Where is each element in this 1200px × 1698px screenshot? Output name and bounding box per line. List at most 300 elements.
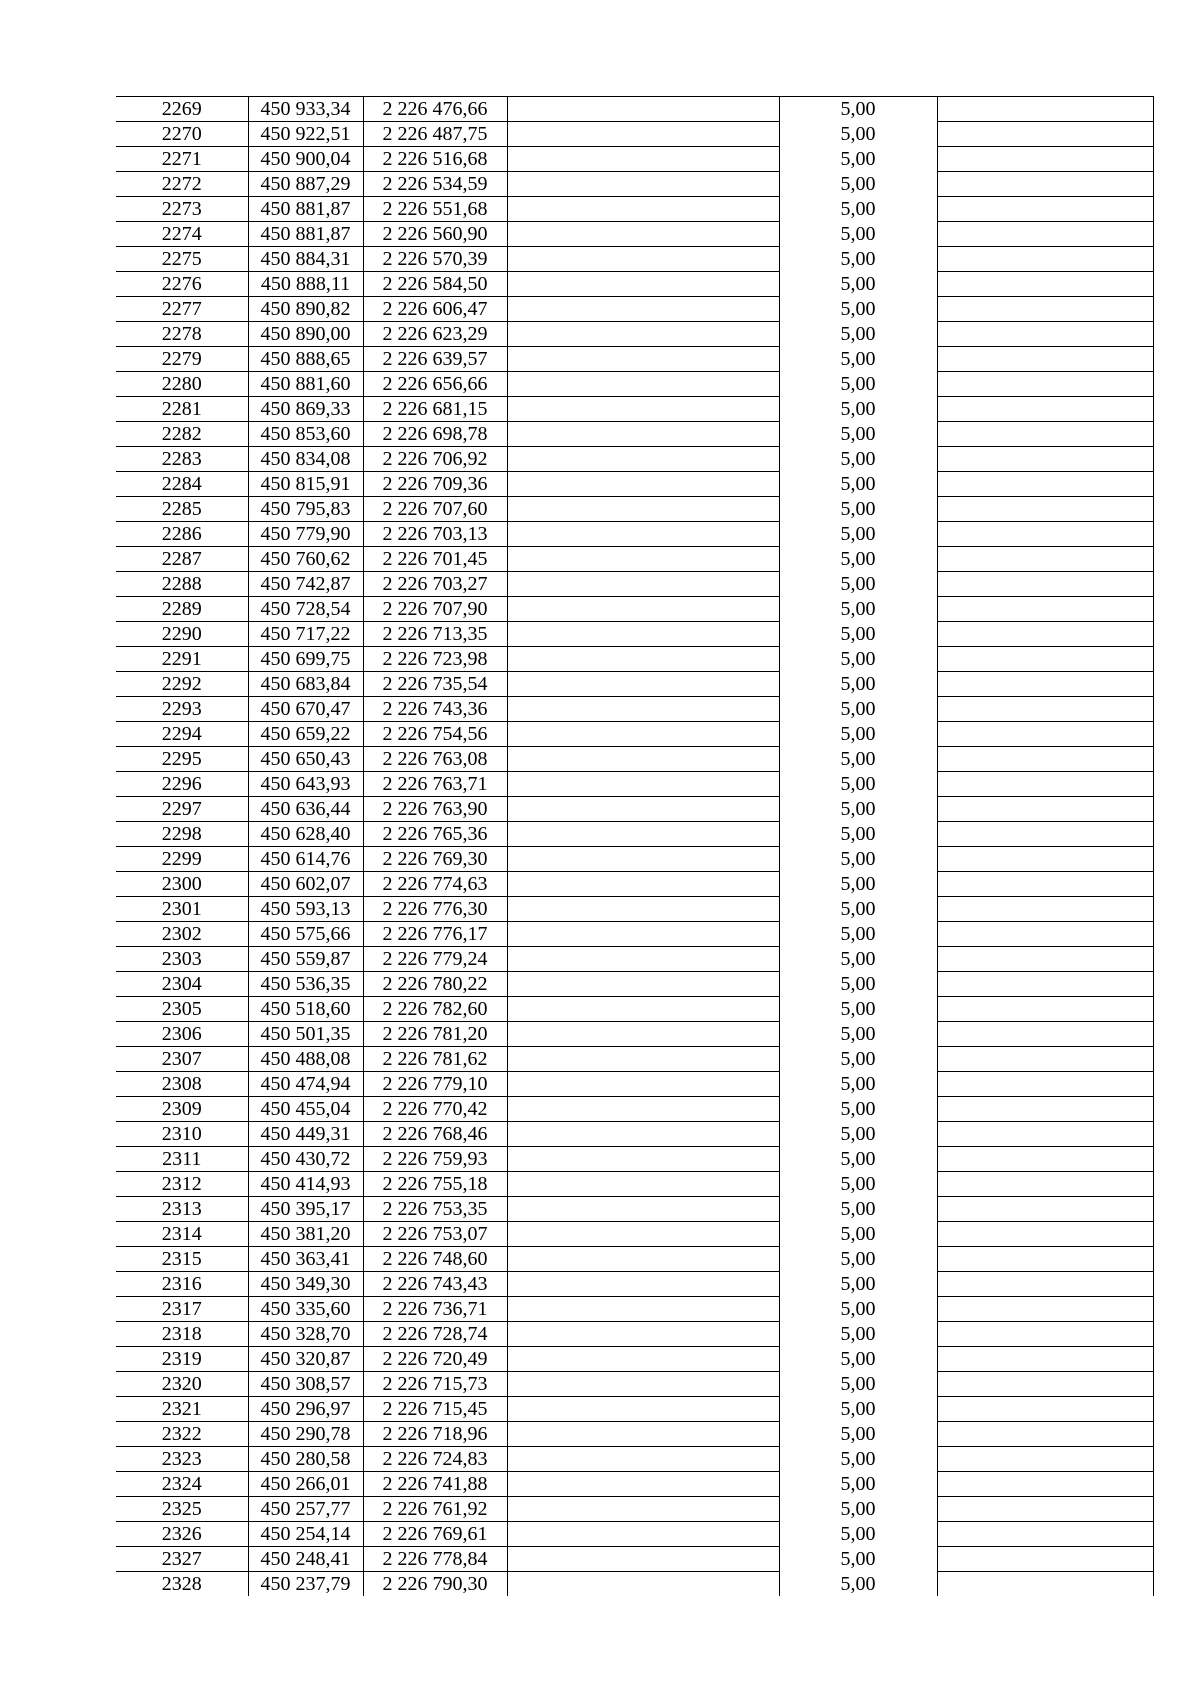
x-coordinate-cell: 450 643,93 — [248, 772, 363, 797]
y-coordinate-cell: 2 226 703,27 — [363, 572, 507, 597]
empty-cell — [937, 622, 1153, 647]
x-coordinate-cell: 450 414,93 — [248, 1172, 363, 1197]
coordinates-table — [116, 96, 1154, 1596]
value-cell: 5,00 — [840, 273, 876, 295]
y-coordinate-cell: 2 226 707,90 — [363, 597, 507, 622]
empty-cell — [937, 697, 1153, 722]
y-coordinate-cell: 2 226 763,08 — [363, 747, 507, 772]
value-cell: 5,00 — [840, 598, 876, 620]
x-coordinate-cell: 450 760,62 — [248, 547, 363, 572]
point-number-cell: 2275 — [116, 247, 248, 272]
y-coordinate-cell: 2 226 534,59 — [363, 172, 507, 197]
empty-cell — [507, 1422, 779, 1447]
point-number-cell: 2290 — [116, 622, 248, 647]
value-cell: 5,00 — [840, 1123, 876, 1145]
x-coordinate-cell: 450 853,60 — [248, 422, 363, 447]
empty-cell — [507, 822, 779, 847]
empty-cell — [507, 772, 779, 797]
y-coordinate-cell: 2 226 780,22 — [363, 972, 507, 997]
table-row — [116, 97, 1153, 122]
empty-cell — [937, 572, 1153, 597]
value-cell: 5,00 — [840, 1148, 876, 1170]
table-row — [116, 122, 1153, 147]
empty-cell — [937, 1072, 1153, 1097]
value-cell: 5,00 — [840, 198, 876, 220]
table-row — [116, 872, 1153, 897]
empty-cell — [507, 972, 779, 997]
empty-cell — [507, 222, 779, 247]
y-coordinate-cell: 2 226 782,60 — [363, 997, 507, 1022]
y-coordinate-cell: 2 226 768,46 — [363, 1122, 507, 1147]
empty-cell — [937, 847, 1153, 872]
y-coordinate-cell: 2 226 728,74 — [363, 1322, 507, 1347]
empty-cell — [937, 1222, 1153, 1247]
value-cell: 5,00 — [840, 1523, 876, 1545]
empty-cell — [507, 1047, 779, 1072]
point-number-cell: 2270 — [116, 122, 248, 147]
x-coordinate-cell: 450 335,60 — [248, 1297, 363, 1322]
empty-cell — [507, 1272, 779, 1297]
table-row — [116, 672, 1153, 697]
table-row — [116, 1497, 1153, 1522]
table-row — [116, 822, 1153, 847]
empty-cell — [507, 897, 779, 922]
table-row — [116, 1222, 1153, 1247]
value-cell: 5,00 — [840, 423, 876, 445]
empty-cell — [507, 397, 779, 422]
table-row — [116, 497, 1153, 522]
table-row — [116, 197, 1153, 222]
point-number-cell: 2315 — [116, 1247, 248, 1272]
y-coordinate-cell: 2 226 769,30 — [363, 847, 507, 872]
x-coordinate-cell: 450 815,91 — [248, 472, 363, 497]
value-cell: 5,00 — [840, 1073, 876, 1095]
x-coordinate-cell: 450 430,72 — [248, 1147, 363, 1172]
y-coordinate-cell: 2 226 790,30 — [363, 1572, 507, 1597]
empty-cell — [937, 1147, 1153, 1172]
table-row — [116, 722, 1153, 747]
empty-cell — [507, 1322, 779, 1347]
table-row — [116, 647, 1153, 672]
point-number-cell: 2318 — [116, 1322, 248, 1347]
y-coordinate-cell: 2 226 770,42 — [363, 1097, 507, 1122]
point-number-cell: 2274 — [116, 222, 248, 247]
table-row — [116, 1347, 1153, 1372]
x-coordinate-cell: 450 381,20 — [248, 1222, 363, 1247]
table-row — [116, 1147, 1153, 1172]
empty-cell — [937, 1472, 1153, 1497]
empty-cell — [507, 1122, 779, 1147]
y-coordinate-cell: 2 226 706,92 — [363, 447, 507, 472]
table-row — [116, 797, 1153, 822]
table-row — [116, 1372, 1153, 1397]
point-number-cell: 2306 — [116, 1022, 248, 1047]
empty-cell — [507, 872, 779, 897]
empty-cell — [937, 547, 1153, 572]
table-row — [116, 1072, 1153, 1097]
empty-cell — [937, 772, 1153, 797]
value-cell: 5,00 — [840, 998, 876, 1020]
table-row — [116, 147, 1153, 172]
y-coordinate-cell: 2 226 723,98 — [363, 647, 507, 672]
value-cell: 5,00 — [840, 1323, 876, 1345]
empty-cell — [507, 172, 779, 197]
empty-cell — [937, 1447, 1153, 1472]
x-coordinate-cell: 450 559,87 — [248, 947, 363, 972]
point-number-cell: 2284 — [116, 472, 248, 497]
value-cell: 5,00 — [840, 1223, 876, 1245]
value-cell: 5,00 — [840, 648, 876, 670]
y-coordinate-cell: 2 226 560,90 — [363, 222, 507, 247]
empty-cell — [937, 1497, 1153, 1522]
table-row — [116, 372, 1153, 397]
empty-cell — [937, 297, 1153, 322]
x-coordinate-cell: 450 254,14 — [248, 1522, 363, 1547]
table-row — [116, 1322, 1153, 1347]
table-row — [116, 847, 1153, 872]
empty-cell — [507, 447, 779, 472]
empty-cell — [507, 472, 779, 497]
table-row — [116, 597, 1153, 622]
table-row — [116, 1272, 1153, 1297]
point-number-cell: 2300 — [116, 872, 248, 897]
value-cell: 5,00 — [840, 873, 876, 895]
x-coordinate-cell: 450 501,35 — [248, 1022, 363, 1047]
y-coordinate-cell: 2 226 743,36 — [363, 697, 507, 722]
x-coordinate-cell: 450 290,78 — [248, 1422, 363, 1447]
table-row — [116, 547, 1153, 572]
value-cell: 5,00 — [840, 773, 876, 795]
empty-cell — [937, 522, 1153, 547]
empty-cell — [937, 1422, 1153, 1447]
empty-cell — [937, 1122, 1153, 1147]
y-coordinate-cell: 2 226 778,84 — [363, 1547, 507, 1572]
point-number-cell: 2287 — [116, 547, 248, 572]
point-number-cell: 2271 — [116, 147, 248, 172]
point-number-cell: 2321 — [116, 1397, 248, 1422]
value-cell: 5,00 — [840, 348, 876, 370]
x-coordinate-cell: 450 536,35 — [248, 972, 363, 997]
value-cell: 5,00 — [840, 898, 876, 920]
table-row — [116, 1522, 1153, 1547]
empty-cell — [937, 947, 1153, 972]
value-cell: 5,00 — [840, 1248, 876, 1270]
x-coordinate-cell: 450 248,41 — [248, 1547, 363, 1572]
y-coordinate-cell: 2 226 709,36 — [363, 472, 507, 497]
table-row — [116, 297, 1153, 322]
table-row — [116, 472, 1153, 497]
x-coordinate-cell: 450 881,60 — [248, 372, 363, 397]
value-cell: 5,00 — [840, 798, 876, 820]
value-cell: 5,00 — [840, 1198, 876, 1220]
empty-cell — [937, 1522, 1153, 1547]
point-number-cell: 2322 — [116, 1422, 248, 1447]
value-cell: 5,00 — [840, 1373, 876, 1395]
point-number-cell: 2289 — [116, 597, 248, 622]
y-coordinate-cell: 2 226 584,50 — [363, 272, 507, 297]
empty-cell — [507, 147, 779, 172]
x-coordinate-cell: 450 628,40 — [248, 822, 363, 847]
value-cell: 5,00 — [840, 523, 876, 545]
y-coordinate-cell: 2 226 763,71 — [363, 772, 507, 797]
value-cell: 5,00 — [840, 398, 876, 420]
empty-cell — [937, 197, 1153, 222]
value-cell: 5,00 — [840, 1498, 876, 1520]
x-coordinate-cell: 450 888,11 — [248, 272, 363, 297]
x-coordinate-cell: 450 659,22 — [248, 722, 363, 747]
point-number-cell: 2305 — [116, 997, 248, 1022]
table-row — [116, 522, 1153, 547]
value-cell: 5,00 — [840, 1398, 876, 1420]
point-number-cell: 2303 — [116, 947, 248, 972]
point-number-cell: 2301 — [116, 897, 248, 922]
point-number-cell: 2269 — [116, 97, 248, 122]
x-coordinate-cell: 450 237,79 — [248, 1572, 363, 1597]
y-coordinate-cell: 2 226 748,60 — [363, 1247, 507, 1272]
value-cell: 5,00 — [840, 923, 876, 945]
y-coordinate-cell: 2 226 698,78 — [363, 422, 507, 447]
x-coordinate-cell: 450 900,04 — [248, 147, 363, 172]
value-cell: 5,00 — [840, 623, 876, 645]
x-coordinate-cell: 450 699,75 — [248, 647, 363, 672]
point-number-cell: 2295 — [116, 747, 248, 772]
empty-cell — [507, 1372, 779, 1397]
value-cell: 5,00 — [840, 148, 876, 170]
value-cell: 5,00 — [840, 323, 876, 345]
table-row — [116, 397, 1153, 422]
empty-cell — [507, 347, 779, 372]
value-cell: 5,00 — [840, 1173, 876, 1195]
x-coordinate-cell: 450 636,44 — [248, 797, 363, 822]
y-coordinate-cell: 2 226 774,63 — [363, 872, 507, 897]
empty-cell — [937, 497, 1153, 522]
point-number-cell: 2292 — [116, 672, 248, 697]
x-coordinate-cell: 450 890,00 — [248, 322, 363, 347]
empty-cell — [937, 372, 1153, 397]
value-cell: 5,00 — [840, 123, 876, 145]
table-row — [116, 1447, 1153, 1472]
empty-cell — [507, 622, 779, 647]
y-coordinate-cell: 2 226 476,66 — [363, 97, 507, 122]
table-row — [116, 172, 1153, 197]
empty-cell — [937, 1547, 1153, 1572]
empty-cell — [507, 1072, 779, 1097]
x-coordinate-cell: 450 257,77 — [248, 1497, 363, 1522]
table-row — [116, 1472, 1153, 1497]
value-cell: 5,00 — [840, 673, 876, 695]
empty-cell — [937, 422, 1153, 447]
y-coordinate-cell: 2 226 724,83 — [363, 1447, 507, 1472]
empty-cell — [937, 147, 1153, 172]
empty-cell — [937, 972, 1153, 997]
point-number-cell: 2308 — [116, 1072, 248, 1097]
y-coordinate-cell: 2 226 755,18 — [363, 1172, 507, 1197]
table-row — [116, 922, 1153, 947]
value-cell: 5,00 — [840, 723, 876, 745]
point-number-cell: 2312 — [116, 1172, 248, 1197]
point-number-cell: 2296 — [116, 772, 248, 797]
table-row — [116, 1172, 1153, 1197]
point-number-cell: 2294 — [116, 722, 248, 747]
y-coordinate-cell: 2 226 779,10 — [363, 1072, 507, 1097]
point-number-cell: 2309 — [116, 1097, 248, 1122]
y-coordinate-cell: 2 226 656,66 — [363, 372, 507, 397]
y-coordinate-cell: 2 226 761,92 — [363, 1497, 507, 1522]
x-coordinate-cell: 450 728,54 — [248, 597, 363, 622]
table-row — [116, 1097, 1153, 1122]
point-number-cell: 2307 — [116, 1047, 248, 1072]
table-row — [116, 747, 1153, 772]
y-coordinate-cell: 2 226 769,61 — [363, 1522, 507, 1547]
y-coordinate-cell: 2 226 781,62 — [363, 1047, 507, 1072]
empty-cell — [507, 1397, 779, 1422]
value-cell: 5,00 — [840, 498, 876, 520]
x-coordinate-cell: 450 308,57 — [248, 1372, 363, 1397]
empty-cell — [937, 397, 1153, 422]
point-number-cell: 2311 — [116, 1147, 248, 1172]
x-coordinate-cell: 450 922,51 — [248, 122, 363, 147]
point-number-cell: 2285 — [116, 497, 248, 522]
value-cell: 5,00 — [779, 97, 937, 122]
point-number-cell: 2319 — [116, 1347, 248, 1372]
point-number-cell: 2279 — [116, 347, 248, 372]
table-row — [116, 222, 1153, 247]
y-coordinate-cell: 2 226 735,54 — [363, 672, 507, 697]
value-cell: 5,00 — [840, 1273, 876, 1295]
table-row — [116, 1122, 1153, 1147]
table-row — [116, 1047, 1153, 1072]
empty-cell — [507, 1022, 779, 1047]
x-coordinate-cell: 450 869,33 — [248, 397, 363, 422]
table-row — [116, 622, 1153, 647]
point-number-cell: 2325 — [116, 1497, 248, 1522]
x-coordinate-cell: 450 683,84 — [248, 672, 363, 697]
point-number-cell: 2323 — [116, 1447, 248, 1472]
empty-cell — [937, 1097, 1153, 1122]
y-coordinate-cell: 2 226 776,17 — [363, 922, 507, 947]
point-number-cell: 2317 — [116, 1297, 248, 1322]
value-cell: 5,00 — [840, 1048, 876, 1070]
empty-cell — [507, 1522, 779, 1547]
x-coordinate-cell: 450 455,04 — [248, 1097, 363, 1122]
point-number-cell: 2328 — [161, 1573, 202, 1595]
y-coordinate-cell: 2 226 763,90 — [363, 797, 507, 822]
value-cell: 5,00 — [840, 698, 876, 720]
table-row — [116, 322, 1153, 347]
point-number-cell: 2277 — [116, 297, 248, 322]
x-coordinate-cell: 450 881,87 — [248, 197, 363, 222]
table-row — [116, 947, 1153, 972]
table-row — [116, 1247, 1153, 1272]
empty-cell — [507, 922, 779, 947]
point-number-cell: 2273 — [116, 197, 248, 222]
empty-cell — [507, 672, 779, 697]
y-coordinate-cell: 2 226 701,45 — [363, 547, 507, 572]
point-number-cell: 2299 — [116, 847, 248, 872]
y-coordinate-cell: 2 226 551,68 — [363, 197, 507, 222]
empty-cell — [507, 322, 779, 347]
table-row — [116, 272, 1153, 297]
empty-cell — [507, 1497, 779, 1522]
x-coordinate-cell: 450 884,31 — [248, 247, 363, 272]
value-cell: 5,00 — [840, 1473, 876, 1495]
point-number-cell: 2288 — [116, 572, 248, 597]
empty-cell — [937, 722, 1153, 747]
y-coordinate-cell: 2 226 776,30 — [363, 897, 507, 922]
point-number-cell: 2320 — [116, 1372, 248, 1397]
point-number-cell: 2282 — [116, 422, 248, 447]
value-cell: 5,00 — [840, 1448, 876, 1470]
value-cell: 5,00 — [840, 373, 876, 395]
value-cell: 5,00 — [840, 948, 876, 970]
empty-cell — [937, 997, 1153, 1022]
x-coordinate-cell: 450 834,08 — [248, 447, 363, 472]
empty-cell — [937, 447, 1153, 472]
point-number-cell: 2272 — [116, 172, 248, 197]
empty-cell — [507, 197, 779, 222]
point-number-cell: 2324 — [116, 1472, 248, 1497]
empty-cell — [507, 247, 779, 272]
y-coordinate-cell: 2 226 713,35 — [363, 622, 507, 647]
empty-cell — [937, 897, 1153, 922]
y-coordinate-cell: 2 226 718,96 — [363, 1422, 507, 1447]
point-number-cell: 2314 — [116, 1222, 248, 1247]
empty-cell — [507, 1172, 779, 1197]
x-coordinate-cell: 450 614,76 — [248, 847, 363, 872]
value-cell: 5,00 — [840, 448, 876, 470]
table-row — [116, 447, 1153, 472]
table-row — [116, 1547, 1153, 1572]
empty-cell — [507, 1097, 779, 1122]
point-number-cell: 2310 — [116, 1122, 248, 1147]
value-cell: 5,00 — [840, 748, 876, 770]
empty-cell — [507, 1247, 779, 1272]
table-row — [116, 572, 1153, 597]
empty-cell — [937, 1272, 1153, 1297]
empty-cell — [937, 1572, 1153, 1597]
y-coordinate-cell: 2 226 703,13 — [363, 522, 507, 547]
empty-cell — [507, 1297, 779, 1322]
table-row — [116, 1397, 1153, 1422]
empty-cell — [507, 647, 779, 672]
y-coordinate-cell: 2 226 606,47 — [363, 297, 507, 322]
x-coordinate-cell: 450 280,58 — [248, 1447, 363, 1472]
value-cell: 5,00 — [840, 1023, 876, 1045]
table-row — [116, 697, 1153, 722]
x-coordinate-cell: 450 933,34 — [248, 97, 363, 122]
point-number-cell: 2283 — [116, 447, 248, 472]
empty-cell — [507, 122, 779, 147]
empty-cell — [937, 97, 1153, 122]
x-coordinate-cell: 450 881,87 — [248, 222, 363, 247]
x-coordinate-cell: 450 670,47 — [248, 697, 363, 722]
empty-cell — [507, 1197, 779, 1222]
table-row — [116, 1297, 1153, 1322]
empty-cell — [937, 1047, 1153, 1072]
empty-cell — [507, 497, 779, 522]
value-cell: 5,00 — [840, 1348, 876, 1370]
x-coordinate-cell: 450 887,29 — [248, 172, 363, 197]
x-coordinate-cell: 450 395,17 — [248, 1197, 363, 1222]
x-coordinate-cell: 450 779,90 — [248, 522, 363, 547]
empty-cell — [937, 272, 1153, 297]
empty-cell — [507, 1572, 779, 1597]
point-number-cell: 2293 — [116, 697, 248, 722]
x-coordinate-cell: 450 349,30 — [248, 1272, 363, 1297]
table-row — [116, 1572, 1153, 1597]
empty-cell — [507, 597, 779, 622]
empty-cell — [937, 1347, 1153, 1372]
